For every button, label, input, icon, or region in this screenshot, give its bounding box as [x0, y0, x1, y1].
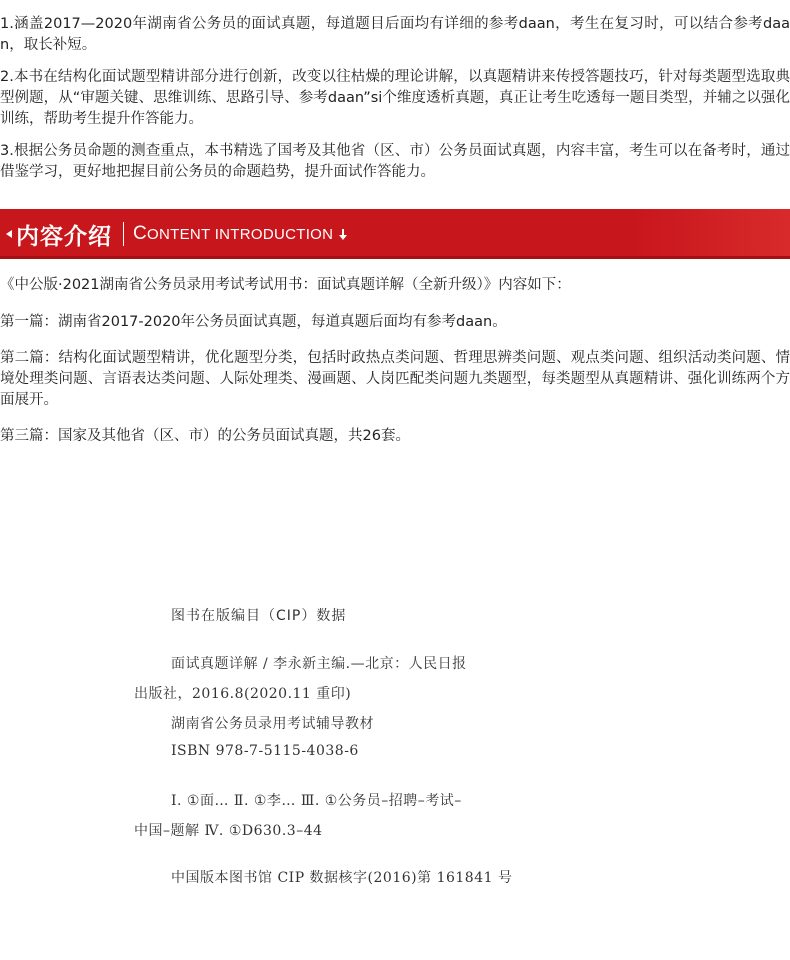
content-introduction-banner [0, 209, 790, 259]
banner-title-english-initial: C [133, 223, 148, 244]
feature-paragraph-1: 1.涵盖2017—2020年湖南省公务员的面试真题，每道题目后面均有详细的参考daan，考生在复习时，可以结合参考daan，取长补短。 [0, 16, 790, 53]
cip-line-7: 中国版本图书馆 CIP 数据核字(2016)第 161841 号 [171, 870, 513, 886]
banner-title-chinese: 内容介绍 [16, 223, 112, 250]
contents-part-3: 第三篇：国家及其他省（区、市）的公务员面试真题，共26套。 [0, 428, 410, 444]
banner-title-english [133, 223, 347, 245]
arrow-left-icon [6, 230, 12, 238]
cip-line-4: ISBN 978-7-5115-4038-6 [171, 743, 359, 759]
contents-part-1: 第一篇：湖南省2017-2020年公务员面试真题，每道真题后面均有参考daan。 [0, 314, 507, 330]
cip-line-2: 出版社，2016.8(2020.11 重印) [134, 686, 352, 702]
contents-intro: 《中公版·2021湖南省公务员录用考试考试用书：面试真题详解（全新升级）》内容如下： [0, 277, 571, 293]
feature-paragraph-3: 3.根据公务员命题的测查重点，本书精选了国考及其他省（区、市）公务员面试真题，内容丰富，考生可以在备考时，通过借鉴学习，更好地把握目前公务员的命题趋势，提升面试作答能力。 [0, 143, 790, 180]
cip-title: 图书在版编目（CIP）数据 [171, 608, 347, 624]
banner-title-english-rest: ONTENT INTRODUCTION [147, 225, 334, 243]
cip-line-6: 中国–题解 Ⅳ. ①D630.3–44 [134, 823, 323, 839]
features-section [0, 14, 790, 194]
cip-line-1: 面试真题详解 / 李永新主编.—北京：人民日报 [171, 656, 467, 672]
contents-part-2: 第二篇：结构化面试题型精讲，优化题型分类，包括时政热点类问题、哲理思辨类问题、观点类问题、组织活动类问题、情境处理类问题、言语表达类问题、人际处理类、漫画题、人岗匹配类问题九类题型，每类题型从真题精讲、强化训练两个方面展开。 [0, 350, 790, 408]
contents-section [0, 275, 790, 462]
arrow-down-icon [339, 229, 347, 240]
banner-divider [123, 222, 124, 246]
cip-line-3: 湖南省公务员录用考试辅导教材 [171, 716, 374, 732]
feature-paragraph-2: 2.本书在结构化面试题型精讲部分进行创新，改变以往枯燥的理论讲解，以真题精讲来传授答题技巧，针对每类题型选取典型例题，从“审题关键、思维训练、思路引导、参考daan”si个维度透析真题，真正让考生吃透每一题目类型，并辅之以强化训练，帮助考生提升作答能力。 [0, 69, 790, 127]
cip-line-5: Ⅰ. ①面… Ⅱ. ①李… Ⅲ. ①公务员–招聘–考试– [171, 793, 462, 809]
